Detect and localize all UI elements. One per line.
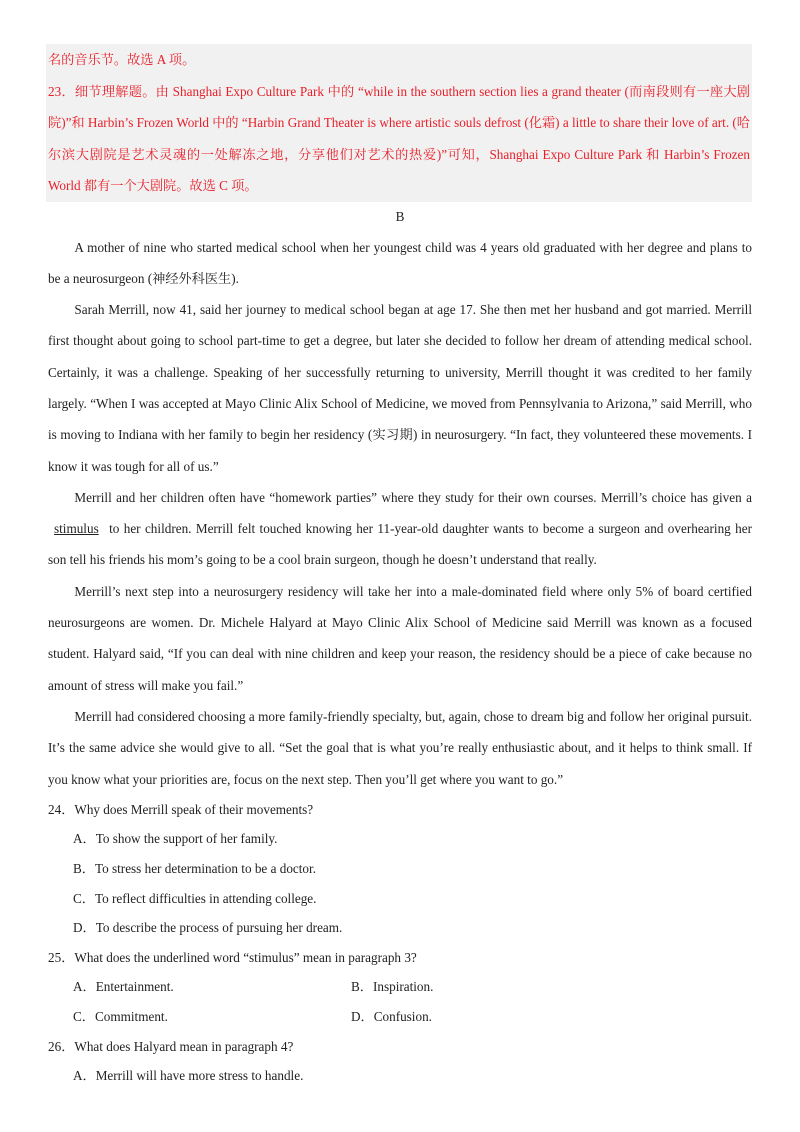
passage-paragraph-5: Merrill had considered choosing a more family-friendly specialty, but, again, chose to dream big and follow her original pursuit. It’s the same advice she would give to all. “Set the goal that is what you’re really enthusiastic about, and it helps to think small. If you know what your priorities are, focus on the next step. Then you’ll get where you want to go.”	[48, 708, 752, 787]
question-stem: 24．Why does Merrill speak of their movements?	[48, 801, 314, 817]
passage-paragraph-2: Sarah Merrill, now 41, said her journey to medical school began at age 17. She then met her husband and got married. Merrill first thought about going to school part-time to get a degree, but later she decided to follow her dream of attending medical school. Certainly, it was a challenge. Speaking of her successfully returning to university, Merrill thought it was credited to her family largely. “When I was accepted at Mayo Clinic Alix School of Medicine, we moved from Pennsylvania to Arizona,” said Merrill, who is moving to Indiana with her family to begin her residency (实习期) in neurosurgery. “In fact, they volunteered these movements. I know it was tough for all of us.”	[48, 302, 752, 474]
option-c[interactable]: C．Commitment.	[73, 1009, 168, 1024]
option-a[interactable]: A．To show the support of her family.	[73, 831, 278, 847]
passage-paragraph-3	[48, 482, 752, 576]
question-stem: 25．What does the underlined word “stimulus” mean in paragraph 3?	[48, 949, 417, 965]
option-b[interactable]: B．To stress her determination to be a doctor.	[73, 861, 316, 877]
answer-line-1: 名的音乐节。故选 A 项。	[48, 52, 196, 67]
document-page	[48, 44, 752, 1091]
option-a[interactable]: A．Entertainment.	[73, 979, 174, 995]
option-d[interactable]: D．Confusion.	[351, 1009, 432, 1024]
section-heading: B	[395, 208, 405, 224]
underlined-word: stimulus	[54, 521, 99, 537]
paragraph-3-after: to her children. Merrill felt touched knowing her 11-year-old daughter wants to become a surgeon and overhearing her son tell his friends his mom’s going to be a cool brain surgeon, though he doesn’t understand that really.	[48, 521, 753, 568]
question-25	[48, 943, 752, 1032]
passage-paragraph-1: A mother of nine who started medical school when her youngest child was 4 years old graduated with her degree and plans to be a neurosurgeon (神经外科医生).	[48, 239, 752, 286]
question-26	[48, 1032, 752, 1091]
question-stem: 26．What does Halyard mean in paragraph 4?	[48, 1038, 294, 1054]
option-a[interactable]: A．Merrill will have more stress to handle.	[73, 1068, 304, 1084]
options-row-1	[48, 972, 752, 1002]
option-d[interactable]: D．To describe the process of pursuing her dream.	[73, 920, 343, 936]
paragraph-3-before: Merrill and her children often have “homework parties” where they study for their own courses. Merrill’s choice has given a	[74, 489, 752, 505]
option-c[interactable]: C．To reflect difficulties in attending college.	[73, 890, 317, 906]
answer-explanation-box	[46, 44, 752, 202]
question-24	[48, 795, 752, 943]
options-row-2	[48, 1002, 752, 1032]
option-b[interactable]: B．Inspiration.	[351, 979, 434, 995]
reading-passage	[48, 232, 752, 795]
answer-q23: 23．细节理解题。由 Shanghai Expo Culture Park 中的 “while in the southern section lies a grand theater (而南段则有一座大剧院)”和 Harbin’s Frozen World 中的 “Harbin Grand Theater is where artistic souls defrost (化霜) a little to share their love of art. (哈尔滨大剧院是艺术灵魂的一处解冻之地，分享他们对艺术的热爱)”可知，Shanghai Expo Culture Park 和 Harbin’s Frozen World 都有一个大剧院。故选 C 项。	[48, 83, 750, 193]
passage-paragraph-4: Merrill’s next step into a neurosurgery residency will take her into a male-dominated field where only 5% of board certified neurosurgeons are women. Dr. Michele Halyard at Mayo Clinic Alix School of Medicine said Merrill was known as a focused student. Halyard said, “If you can deal with nine children and keep your reason, the residency should be a piece of cake because no amount of stress will make you fail.”	[48, 583, 752, 693]
